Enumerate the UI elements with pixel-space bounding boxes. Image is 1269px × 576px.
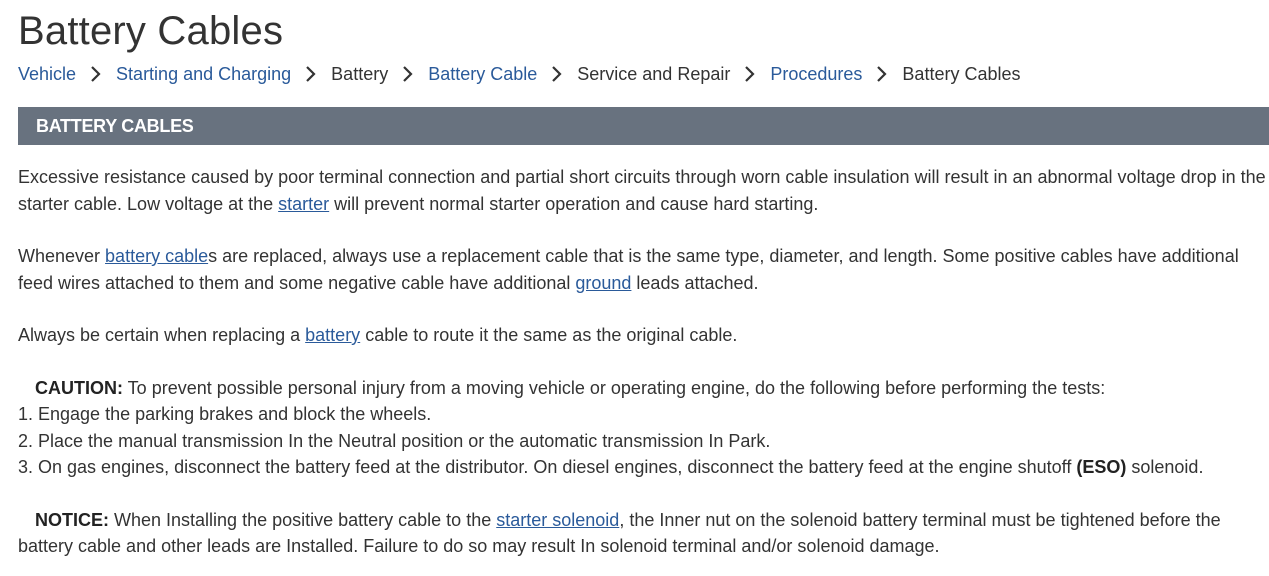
ground-link[interactable]: ground: [575, 272, 632, 293]
battery-link[interactable]: battery: [305, 325, 361, 345]
paragraph-text: will prevent normal starter operation and cause hard starting.: [329, 193, 819, 214]
breadcrumb-procedures[interactable]: Procedures: [770, 63, 863, 84]
paragraph-text: leads attached.: [631, 272, 759, 293]
breadcrumb-current-page: Battery Cables: [902, 63, 1021, 84]
caution-step-1: 1. Engage the parking brakes and block the wheels.: [18, 404, 432, 424]
chevron-right-icon: [388, 64, 428, 85]
breadcrumb-starting-and-charging[interactable]: Starting and Charging: [116, 63, 292, 84]
caution-text: To prevent possible personal injury from a moving vehicle or operating engine, do the following before performing the tests:: [123, 377, 1106, 398]
paragraph-replacement: [18, 243, 1269, 296]
chevron-right-icon: [291, 64, 331, 85]
step-text: 3. On gas engines, disconnect the battery feed at the distributor. On diesel engines, disconnect the battery feed at the engine shutoff: [18, 457, 1077, 477]
notice-block: [18, 507, 1269, 560]
caution-step-2: 2. Place the manual transmission In the Neutral position or the automatic transmission In Park.: [18, 430, 771, 451]
paragraph-text: s are replaced, always use a replacement cable that is the same type, diameter, and length. Some positive cables have additional feed wires attached to them and some negative cable have additional: [18, 246, 1239, 293]
chevron-right-icon: [76, 64, 116, 85]
caution-step-3: [18, 454, 1269, 481]
breadcrumb-service-and-repair: Service and Repair: [577, 63, 731, 84]
notice-text: , the Inner nut on the solenoid battery terminal must be tightened before the battery cable and other leads are Installed. Failure to do so may result In solenoid terminal and/or solenoid damage.: [18, 509, 1221, 556]
starter-link[interactable]: starter: [278, 193, 330, 214]
article-content: [18, 164, 1269, 560]
battery-cable-link[interactable]: battery cable: [105, 246, 209, 266]
notice-lead: [18, 510, 109, 530]
paragraph-text: Excessive resistance caused by poor terminal connection and partial short circuits through worn cable insulation will result in an abnormal voltage drop in the starter cable. Low voltage at the: [18, 167, 1266, 214]
step-text: solenoid.: [1126, 457, 1204, 477]
breadcrumb: [18, 60, 1020, 88]
paragraph-routing: [18, 322, 1269, 349]
chevron-right-icon: [730, 64, 770, 85]
caution-block: [18, 375, 1269, 481]
breadcrumb-battery-cable[interactable]: Battery Cable: [428, 63, 538, 84]
caution-lead: [18, 375, 1269, 402]
breadcrumb-vehicle[interactable]: Vehicle: [18, 63, 77, 84]
notice-text: When Installing the positive battery cable to the: [109, 509, 497, 530]
paragraph-text: Always be certain when replacing a: [18, 325, 306, 345]
chevron-right-icon: [862, 64, 902, 85]
page-title: Battery Cables: [18, 9, 284, 53]
starter-solenoid-link[interactable]: starter solenoid: [496, 509, 620, 530]
paragraph-text: cable to route it the same as the original cable.: [360, 325, 738, 345]
paragraph-resistance: [18, 164, 1269, 217]
section-heading: BATTERY CABLES: [18, 107, 1269, 145]
eso-abbrev: (ESO): [1076, 457, 1127, 477]
caution-label: CAUTION:: [35, 377, 123, 398]
chevron-right-icon: [537, 64, 577, 85]
paragraph-text: Whenever: [18, 246, 106, 266]
notice-label: NOTICE:: [35, 509, 109, 530]
breadcrumb-battery: Battery: [331, 63, 389, 84]
